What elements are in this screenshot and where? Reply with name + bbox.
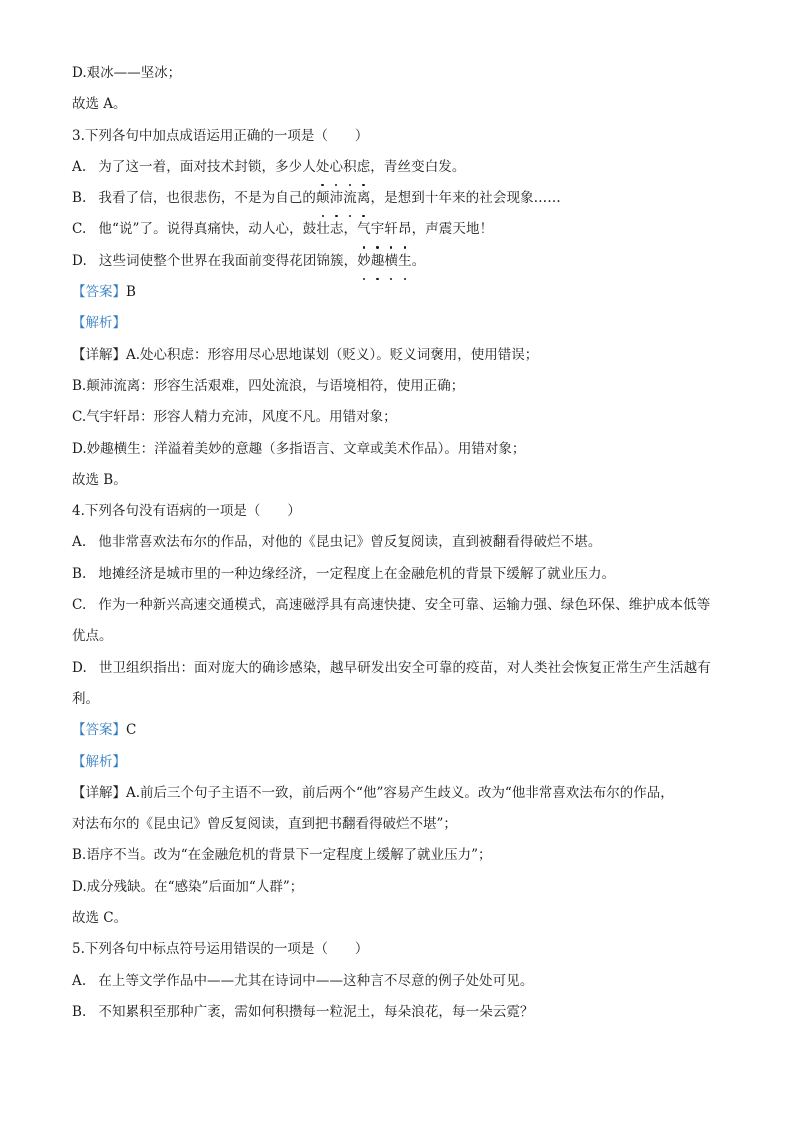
q4-detail-d: D.成分残缺。在“感染”后面加“人群”； [72, 878, 304, 895]
q5-option-a [72, 966, 727, 997]
detail-tag: 【详解】 [72, 346, 126, 363]
option-label: A. [72, 534, 87, 551]
answer-value: C [126, 722, 137, 739]
option-text: 作为一种新兴高速交通模式，高速磁浮具有高速快捷、安全可靠、运输力强、绿色环保、维护成本低等 [98, 597, 711, 614]
option-label: B. [72, 190, 87, 207]
option-text-pre: 他“说”了。说得真痛快，动人心，鼓壮志， [98, 221, 358, 238]
q2-option-d-explanation: D.艰冰——坚冰； [72, 65, 182, 81]
option-text-pre: 为了这一着，面对技术封锁，多少人 [98, 158, 316, 175]
q3-option-d [72, 246, 727, 277]
q5-question: 5.下列各句中标点符号运用错误的一项是（ ） [72, 941, 369, 958]
dotted-char: 轩 [384, 214, 398, 245]
q4-option-a [72, 527, 727, 558]
dotted-char: 颠 [316, 183, 330, 214]
q4-option-d [72, 653, 727, 684]
q3-question: 3.下列各句中加点成语运用正确的一项是（ ） [72, 127, 369, 144]
option-label: B. [72, 565, 87, 582]
dotted-char: 处 [316, 152, 330, 183]
option-text: 地摊经济是城市里的一种边缘经济，一定程度上在金融危机的背景下缓解了就业压力。 [98, 565, 616, 582]
q3-detail-b: B.颠沛流离：形容生活艰难，四处流浪，与语境相符，使用正确； [72, 377, 465, 394]
dotted-char: 离 [357, 183, 371, 214]
option-text: 在上等文学作品中——尤其在诗词中——这种言不尽意的例子处处可见。 [98, 972, 534, 989]
q4-option-c-continued: 优点。 [72, 628, 113, 645]
q3-choice: 故选 B。 [72, 471, 127, 488]
q4-analysis [72, 747, 727, 778]
q3-option-b [72, 183, 727, 214]
option-label: D. [72, 252, 87, 269]
q2-choice: 故选 A。 [72, 96, 127, 113]
detail-text: A.前后三个句子主语不一致，前后两个“他”容易产生歧义。改为“他非常喜欢法布尔的作品， [126, 784, 674, 801]
option-label: C. [72, 221, 87, 238]
dotted-char: 趣 [371, 246, 385, 277]
dotted-char: 沛 [330, 183, 344, 214]
dotted-char: 妙 [357, 246, 371, 277]
q4-question: 4.下列各句没有语病的一项是（ ） [72, 503, 301, 520]
q3-answer [72, 277, 727, 308]
q4-answer [72, 715, 727, 746]
option-text: 不知累积至那种广袤，需如何积攒每一粒泥土，每朵浪花，每一朵云霓？ [98, 1003, 534, 1020]
option-label: C. [72, 597, 87, 614]
q4-option-c [72, 590, 727, 621]
q4-detail-a-continued: 对法布尔的《昆虫记》曾反复阅读，直到把书翻看得破烂不堪”； [72, 816, 457, 833]
option-text-post: 。 [411, 252, 426, 269]
q3-option-a [72, 152, 727, 183]
q4-detail-b: B.语序不当。改为“在金融危机的背景下一定程度上缓解了就业压力”； [72, 847, 492, 864]
option-text: 世卫组织指出：面对庞大的确诊感染，越早研发出安全可靠的疫苗，对人类社会恢复正常生产生活越有 [98, 659, 711, 676]
analysis-tag: 【解析】 [72, 315, 126, 332]
q3-detail-c: C.气宇轩昂：形容人精力充沛，风度不凡。用错对象； [72, 409, 397, 426]
dotted-char: 心 [329, 152, 343, 183]
option-text-pre: 我看了信，也很悲伤，不是为自己的 [98, 190, 317, 207]
q3-option-c [72, 214, 727, 245]
q4-detail-a [72, 778, 727, 809]
dotted-char: 气 [357, 214, 371, 245]
dotted-char: 生 [398, 246, 412, 277]
dotted-char: 积 [343, 152, 357, 183]
detail-text: A.处心积虑：形容用尽心思地谋划（贬义）。贬义词褒用，使用错误； [126, 346, 539, 363]
q4-option-b [72, 559, 727, 590]
answer-tag: 【答案】 [72, 284, 126, 301]
option-text-pre: 这些词使整个世界在我面前变得花团锦簇， [98, 252, 358, 269]
q4-choice: 故选 C。 [72, 910, 128, 927]
option-label: A. [72, 972, 87, 989]
analysis-tag: 【解析】 [72, 753, 126, 770]
dotted-char: 昂 [398, 214, 412, 245]
option-label: D. [72, 659, 87, 676]
detail-tag: 【详解】 [72, 784, 126, 801]
option-label: B. [72, 1003, 87, 1020]
q5-option-b [72, 997, 727, 1028]
answer-value: B [126, 284, 136, 301]
option-text-post: ，是想到十年来的社会现象…… [370, 190, 561, 207]
q3-analysis [72, 308, 727, 339]
dotted-char: 流 [343, 183, 357, 214]
option-text: 他非常喜欢法布尔的作品，对他的《昆虫记》曾反复阅读，直到被翻看得破烂不堪。 [98, 534, 602, 551]
dotted-char: 横 [384, 246, 398, 277]
option-text-post: ，青丝变白发。 [370, 158, 466, 175]
document-page [72, 58, 727, 1028]
answer-tag: 【答案】 [72, 722, 126, 739]
dotted-char: 虑 [357, 152, 371, 183]
q3-detail-a [72, 340, 727, 371]
option-text-post: ，声震天地！ [411, 221, 494, 238]
option-label: A. [72, 158, 87, 175]
dotted-char: 宇 [371, 214, 385, 245]
q4-option-d-continued: 利。 [72, 690, 99, 707]
q3-detail-d: D.妙趣横生：洋溢着美妙的意趣（多指语言、文章或美术作品）。用错对象； [72, 440, 526, 457]
